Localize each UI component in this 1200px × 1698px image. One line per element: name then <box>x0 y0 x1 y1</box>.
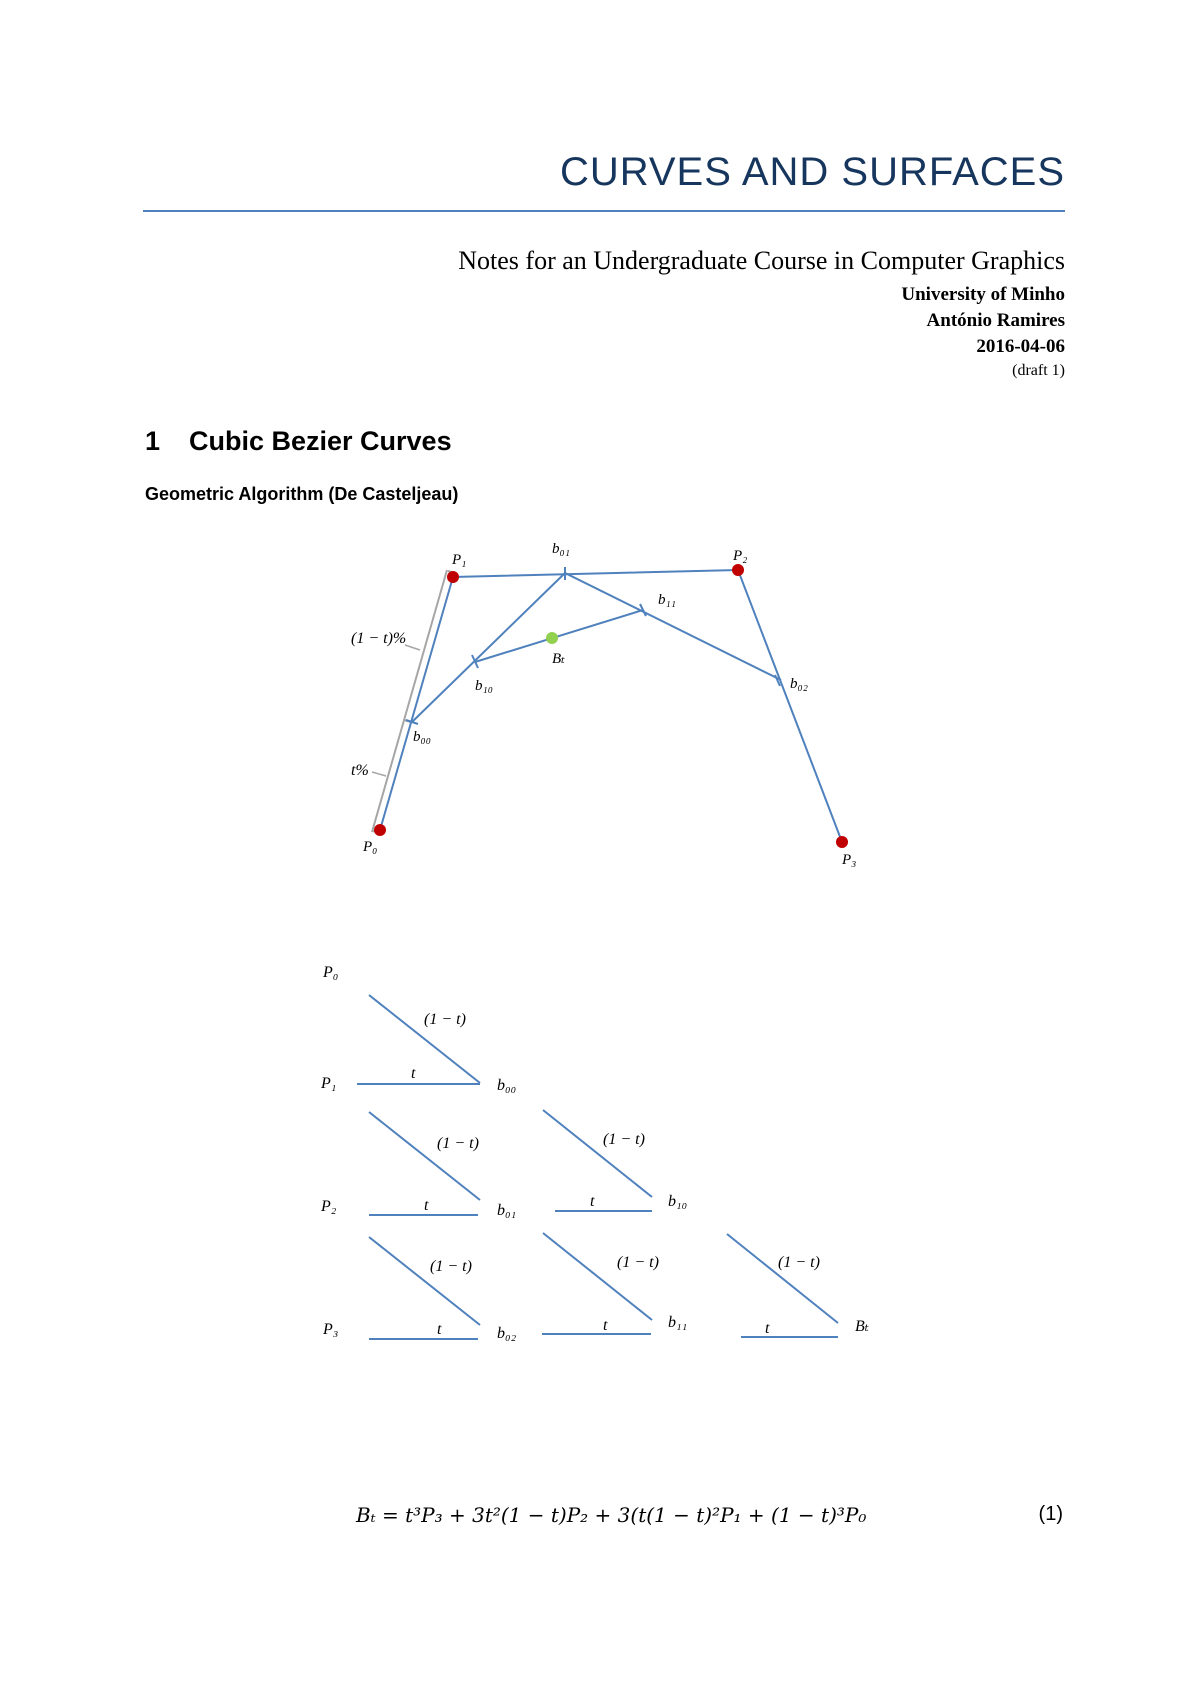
weight-one-minus-t-1: (1 − t) <box>424 1011 466 1028</box>
diag-p2-b02 <box>369 1237 480 1325</box>
diag-b01-b11 <box>543 1233 652 1320</box>
label-b11: b₁₁ <box>658 592 676 608</box>
weight-one-minus-t-3: (1 − t) <box>603 1131 645 1148</box>
label-t-pct: t% <box>351 762 369 779</box>
row-label-p3: P₃ <box>323 1321 339 1338</box>
node-label-b10: b₁₀ <box>668 1193 688 1210</box>
label-b10: b₁₀ <box>475 678 493 694</box>
weight-t-4: t <box>437 1321 442 1338</box>
bezier-equation: Bₜ = t³P₃ + 3t²(1 − t)P₂ + 3(t(1 − t)²P₁ + (1 − t)³P₀ <box>356 1503 867 1527</box>
node-label-b11: b₁₁ <box>668 1314 688 1331</box>
weight-one-minus-t-2: (1 − t) <box>437 1135 479 1152</box>
section-title: Cubic Bezier Curves <box>189 426 452 456</box>
label-bt: Bₜ <box>552 651 565 667</box>
document-title: CURVES AND SURFACES <box>559 150 1065 194</box>
label-p1: P₁ <box>452 552 467 568</box>
equation-number: (1) <box>1038 1503 1063 1525</box>
author: António Ramires <box>926 310 1065 331</box>
label-b01: b₀₁ <box>552 541 570 557</box>
label-b00: b₀₀ <box>413 729 431 745</box>
weight-t-2: t <box>424 1197 429 1214</box>
diag-b00-b10 <box>543 1110 652 1197</box>
row-label-p0: P₀ <box>323 964 339 981</box>
university: University of Minho <box>901 284 1065 305</box>
weight-t-5: t <box>603 1317 608 1334</box>
weight-one-minus-t-5: (1 − t) <box>617 1254 659 1271</box>
label-p3: P₃ <box>842 852 857 868</box>
diag-p0-b00 <box>369 995 480 1083</box>
label-p2: P₂ <box>733 548 748 564</box>
weight-t-3: t <box>590 1193 595 1210</box>
weight-t-6: t <box>765 1320 770 1337</box>
label-b02: b₀₂ <box>790 676 808 692</box>
date: 2016-04-06 <box>976 336 1065 357</box>
weight-one-minus-t-6: (1 − t) <box>778 1254 820 1271</box>
draft-note: (draft 1) <box>1012 362 1065 379</box>
subsection-heading: Geometric Algorithm (De Casteljeau) <box>145 484 459 504</box>
row-label-p2: P₂ <box>321 1198 337 1215</box>
node-label-b00: b₀₀ <box>497 1077 517 1094</box>
row-label-p1: P₁ <box>321 1075 337 1092</box>
weight-one-minus-t-4: (1 − t) <box>430 1258 472 1275</box>
section-number: 1 <box>145 426 161 456</box>
diag-p1-b01 <box>369 1112 480 1200</box>
node-label-b01: b₀₁ <box>497 1202 517 1219</box>
label-one-minus-t-pct: (1 − t)% <box>351 630 407 647</box>
label-p0: P₀ <box>363 839 378 855</box>
weight-t-1: t <box>411 1065 416 1082</box>
node-label-b02: b₀₂ <box>497 1325 517 1342</box>
document-subtitle: Notes for an Undergraduate Course in Computer Graphics <box>458 246 1065 275</box>
node-label-bt: Bₜ <box>855 1318 869 1335</box>
diag-b10-bt <box>727 1234 838 1323</box>
